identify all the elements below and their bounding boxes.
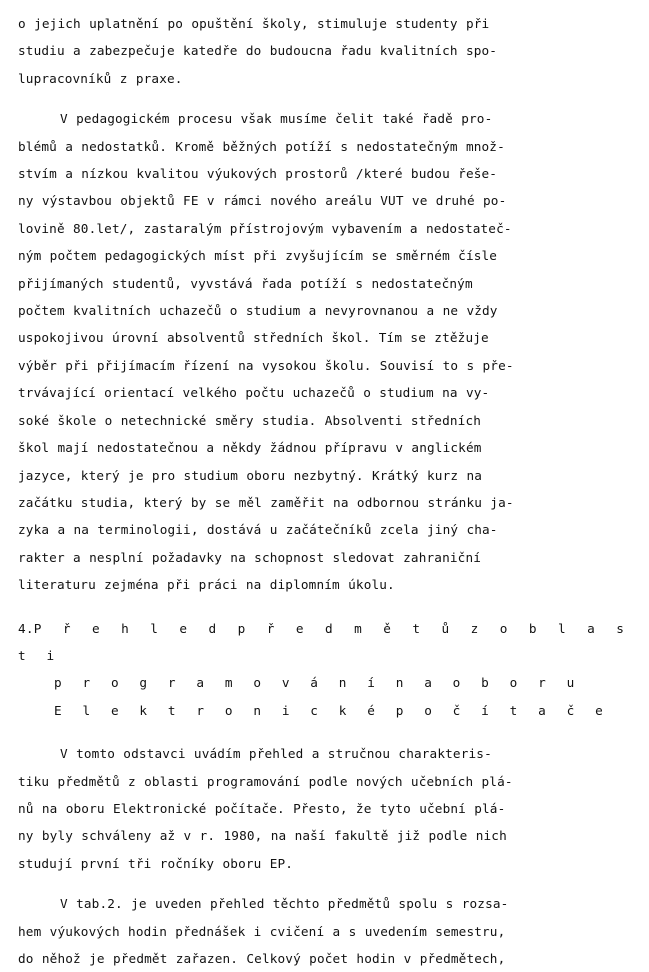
text-line: lovině 80.let/, zastaralým přístrojovým vybavením a nedostateč- xyxy=(18,220,512,236)
text-line: rakter a nesplní požadavky na schopnost sledovat zahraniční xyxy=(18,549,482,565)
text-line: nů na oboru Elektronické počítače. Přesto, že tyto učební plá- xyxy=(18,800,506,816)
text-line: lupracovníků z praxe. xyxy=(18,70,183,86)
text-line: V pedagogickém procesu však musíme čelit také řadě pro- xyxy=(60,111,493,127)
paragraph-overview xyxy=(18,740,627,877)
heading-spacer-top xyxy=(18,599,627,615)
text-line: literaturu zejména při práci na diplomním úkolu. xyxy=(18,577,395,593)
paragraph-pedagogical-process xyxy=(18,105,627,598)
text-line: hem výukových hodin přednášek i cvičení a s uvedením semestru, xyxy=(18,923,506,939)
paragraph-spacer xyxy=(18,92,627,105)
text-line: počtem kvalitních uchazečů o studium a nevyrovnanou a ne vždy xyxy=(18,303,498,319)
text-line: studiu a zabezpečuje katedře do budoucna řadu kvalitních spo- xyxy=(18,43,498,59)
section-title-part-2: p r o g r a m o v á n í n a o b o r u xyxy=(54,675,578,691)
text-line: přijímaných studentů, vyvstává řada potíží s nedostatečným xyxy=(18,275,473,291)
text-line: do něhož je předmět zařazen. Celkový počet hodin v předmětech, xyxy=(18,951,506,966)
section-heading xyxy=(18,615,627,725)
text-line: o jejich uplatnění po opuštění školy, stimuluje studenty při xyxy=(18,16,490,31)
text-line: ným počtem pedagogických míst při zvyšujícím se směrném čísle xyxy=(18,248,498,264)
text-line: tiku předmětů z oblasti programování podle nových učebních plá- xyxy=(18,773,513,789)
text-line: uspokojivou úrovní absolventů středních škol. Tím se ztěžuje xyxy=(18,330,489,346)
section-number: 4. xyxy=(18,620,34,636)
text-line: výběr při přijímacím řízení na vysokou školu. Souvisí to s pře- xyxy=(18,357,514,373)
section-heading-line-1 xyxy=(18,615,627,670)
text-line: V tab.2. je uveden přehled těchto předmětů spolu s rozsa- xyxy=(60,896,509,912)
text-line: trvávající orientací velkého počtu uchazečů o studium na vy- xyxy=(18,385,490,401)
text-line: ny byly schváleny až v r. 1980, na naší fakultě již podle nich xyxy=(18,828,507,844)
text-line: ny výstavbou objektů FE v rámci nového areálu VUT ve druhé po- xyxy=(18,193,507,209)
text-line: stvím a nízkou kvalitou výukových prostorů /které budou řeše- xyxy=(18,166,498,182)
paragraph-table-reference xyxy=(18,890,627,972)
text-line: soké škole o netechnické směry studia. Absolventi středních xyxy=(18,412,482,428)
text-line: začátku studia, který by se měl zaměřit na odbornou stránku ja- xyxy=(18,494,514,510)
text-line: škol mají nedostatečnou a někdy žádnou přípravu v anglickém xyxy=(18,440,482,456)
text-line: zyka a na terminologii, dostává u začátečníků zcela jiný cha- xyxy=(18,522,498,538)
paragraph-continuation xyxy=(18,10,627,92)
text-line: jazyce, který je pro studium oboru nezbytný. Krátký kurz na xyxy=(18,467,483,483)
section-title-part-1: P ř e h l e d p ř e d m ě t ů z o b l a s t i xyxy=(18,620,627,663)
paragraph-spacer-2 xyxy=(18,877,627,890)
text-line: blémů a nedostatků. Kromě běžných potíží s nedostatečným množ- xyxy=(18,138,505,154)
text-line: studují první tři ročníky oboru EP. xyxy=(18,855,294,871)
section-title-part-3: E l e k t r o n i c k é p o č í t a č e xyxy=(54,702,606,718)
heading-spacer-bottom xyxy=(18,724,627,740)
text-line: V tomto odstavci uvádím přehled a stručnou charakteris- xyxy=(60,746,492,762)
